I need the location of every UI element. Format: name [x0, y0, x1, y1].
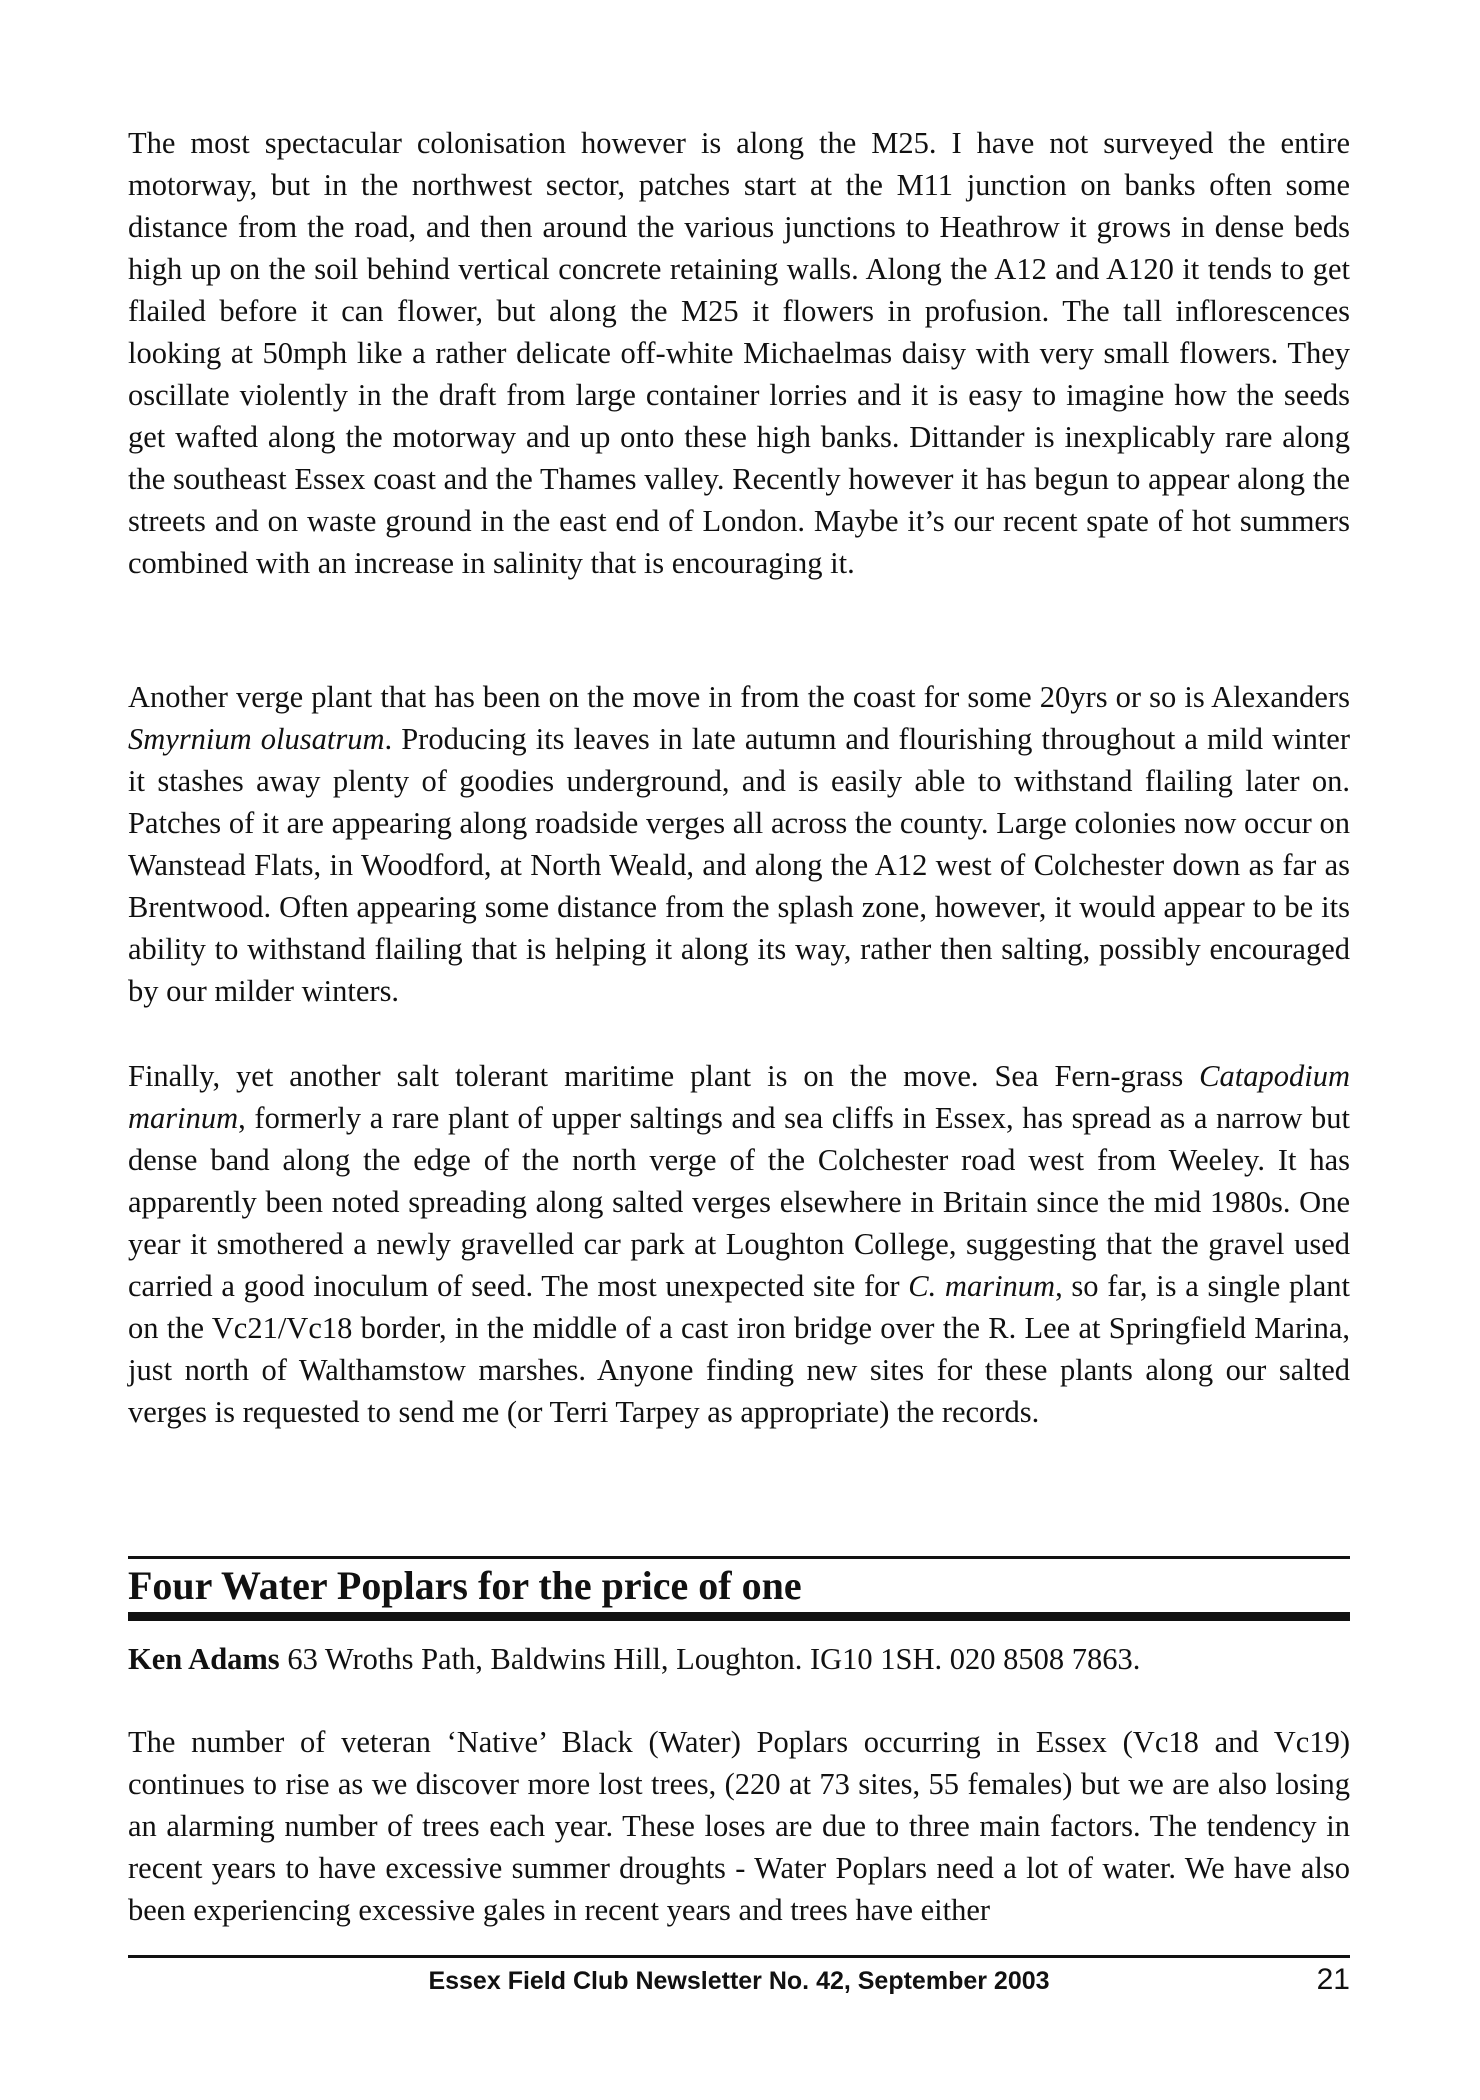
- section-rule-bottom: [128, 1612, 1350, 1621]
- footer-rule: [128, 1955, 1350, 1958]
- species-name: C. marinum: [908, 1269, 1056, 1303]
- paragraph-m25-colonisation: [128, 122, 1350, 584]
- section-rule-top: [128, 1556, 1350, 1559]
- paragraph-alexanders: [128, 676, 1350, 1012]
- species-name: Smyrnium olusatrum: [128, 722, 385, 756]
- species-name: Catapodium marinum: [128, 1059, 1350, 1135]
- paragraph-water-poplars: [128, 1721, 1350, 1931]
- paragraph-text: The most spectacular colonisation however is along the M25. I have not surveyed the entire motorway, but in the northwest sector, patches start at the M11 junction on banks often some distance from the road, and then around the various junctions to Heathrow it grows in dense beds high up on the soil behind vertical concrete retaining walls. Along the A12 and A120 it tends to get flailed before it can flower, but along the M25 it flowers in profusion. The tall inflorescences looking at 50mph like a rather delicate off-white Michaelmas daisy with very small flowers. They oscillate violently in the draft from large container lorries and it is easy to imagine how the seeds get wafted along the motorway and up onto these high banks. Dittander is inexplicably rare along the southeast Essex coast and the Thames valley. Recently however it has begun to appear along the streets and on waste ground in the east end of London. Maybe it’s our recent spate of hot summers combined with an increase in salinity that is encouraging it.: [128, 126, 1350, 580]
- author-name: Ken Adams: [128, 1642, 280, 1676]
- paragraph-text: Another verge plant that has been on the move in from the coast for some 20yrs or so is Alexanders: [128, 680, 1350, 714]
- paragraph-text: , so far, is a single plant on the Vc21/Vc18 border, in the middle of a cast iron bridge over the R. Lee at Springfield Marina, just north of Walthamstow marshes. Anyone finding new sites for these plants along our salted verges is requested to send me (or Terri Tarpey as appropriate) the records.: [128, 1269, 1350, 1429]
- paragraph-text: Finally, yet another salt tolerant maritime plant is on the move. Sea Fern-grass: [128, 1059, 1200, 1093]
- section-heading: Four Water Poplars for the price of one: [128, 1563, 802, 1608]
- page-number: 21: [1316, 1963, 1350, 1996]
- paragraph-sea-fern-grass: [128, 1055, 1350, 1433]
- author-line: [128, 1638, 1350, 1680]
- author-address: 63 Wroths Path, Baldwins Hill, Loughton. IG10 1SH. 020 8508 7863.: [279, 1642, 1141, 1676]
- paragraph-text: The number of veteran ‘Native’ Black (Water) Poplars occurring in Essex (Vc18 and Vc19) continues to rise as we discover more lost trees, (220 at 73 sites, 55 females) but we are also losing an alarming number of trees each year. These loses are due to three main factors. The tendency in recent years to have excessive summer droughts - Water Poplars need a lot of water. We have also been experiencing excessive gales in recent years and trees have either: [128, 1725, 1350, 1927]
- paragraph-text: . Producing its leaves in late autumn and flourishing throughout a mild winter it stashes away plenty of goodies underground, and is easily able to withstand flailing later on. Patches of it are appearing along roadside verges all across the county. Large colonies now occur on Wanstead Flats, in Woodford, at North Weald, and along the A12 west of Colchester down as far as Brentwood. Often appearing some distance from the splash zone, however, it would appear to be its ability to withstand flailing that is helping it along its way, rather then salting, possibly encouraged by our milder winters.: [128, 722, 1350, 1008]
- paragraph-text: , formerly a rare plant of upper saltings and sea cliffs in Essex, has spread as a narrow but dense band along the edge of the north verge of the Colchester road west from Weeley. It has apparently been noted spreading along salted verges elsewhere in Britain since the mid 1980s. One year it smothered a newly gravelled car park at Loughton College, suggesting that the gravel used carried a good inoculum of seed. The most unexpected site for: [128, 1101, 1350, 1303]
- footer-title: Essex Field Club Newsletter No. 42, September 2003: [428, 1967, 1050, 1995]
